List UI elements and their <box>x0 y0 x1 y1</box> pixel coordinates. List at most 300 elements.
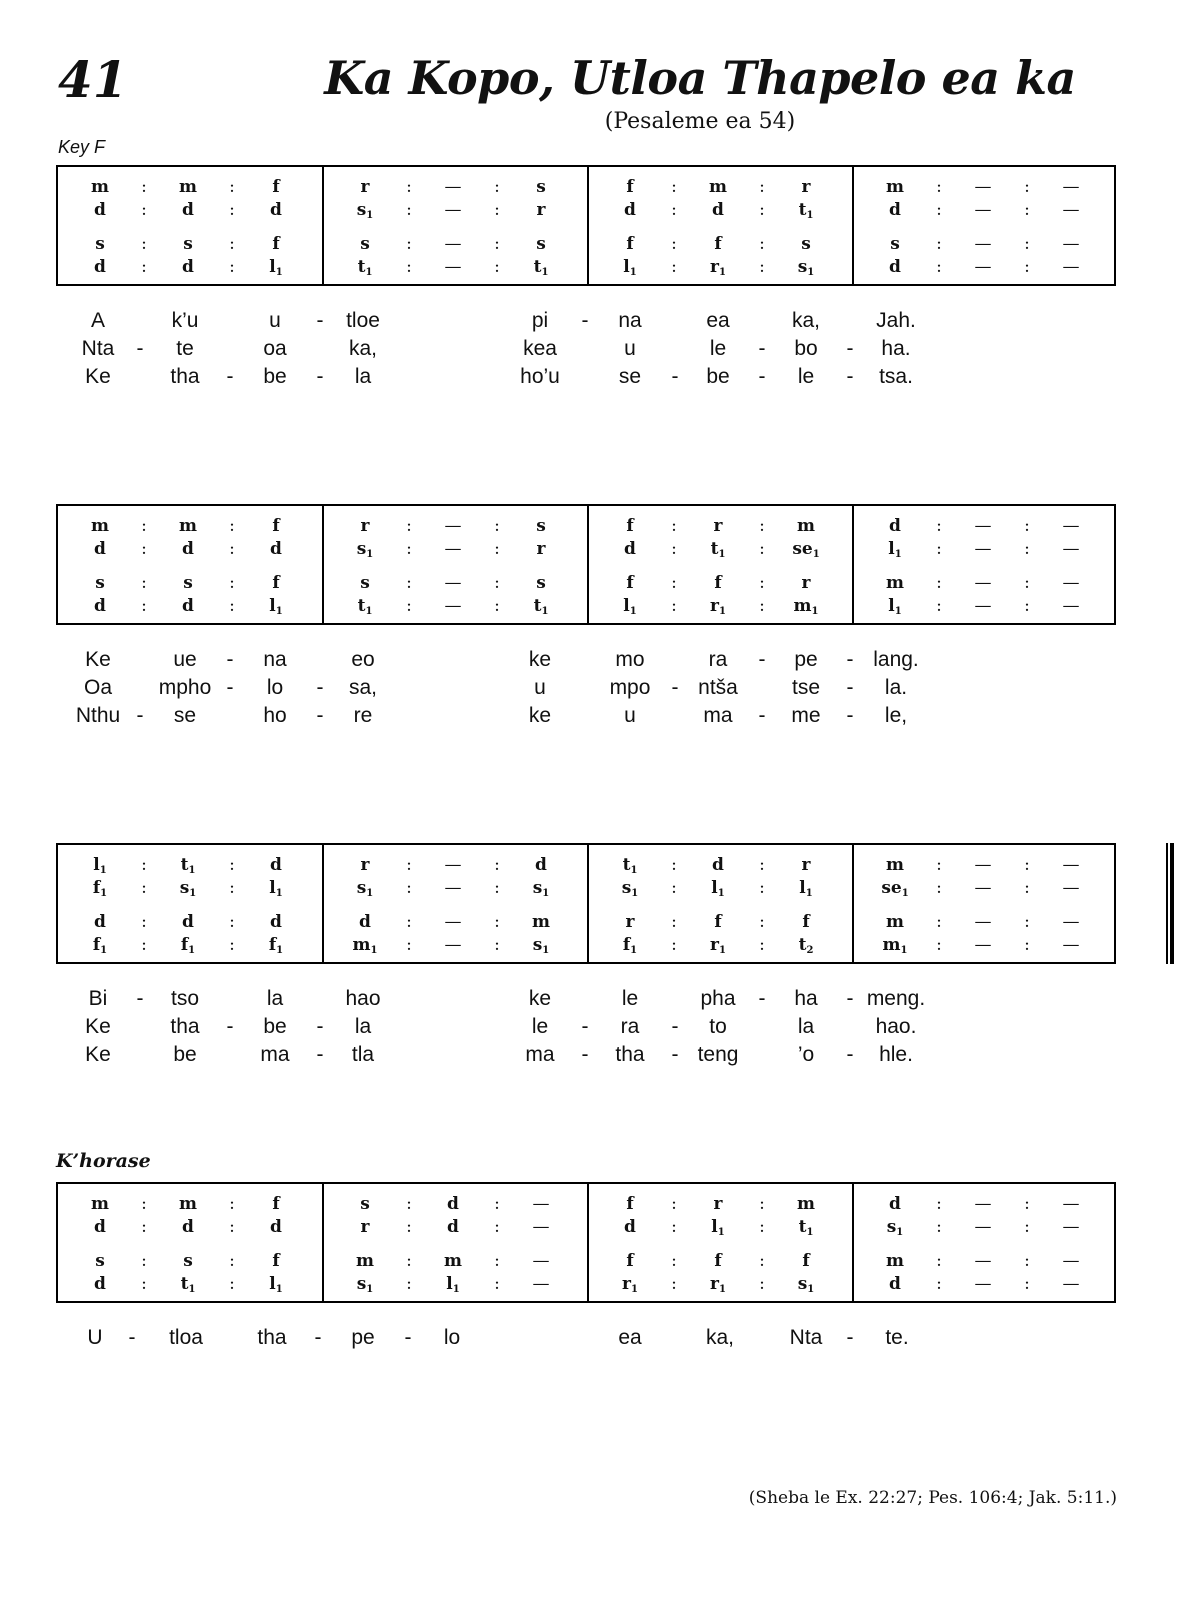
solfa-note: m <box>886 573 904 593</box>
hold-dash: — <box>444 177 462 197</box>
solfa-note: s <box>360 1194 370 1214</box>
solfa-note: m <box>886 855 904 875</box>
beat-separator: : <box>1024 177 1030 197</box>
solfa-note: m <box>179 1194 197 1214</box>
solfa-note: $s_1$ <box>797 1274 815 1295</box>
beat-separator: : <box>229 539 235 559</box>
beat-separator: : <box>229 1217 235 1237</box>
solfa-note: f <box>714 234 722 254</box>
solfa-note: $t_1$ <box>622 855 638 876</box>
solfa-note: d <box>182 200 194 220</box>
lyric-syllable: U <box>87 1326 103 1349</box>
beat-separator: : <box>141 539 147 559</box>
solfa-note: $s_1$ <box>356 539 374 560</box>
syllable-hyphen: - <box>226 676 234 699</box>
solfa-note: s <box>183 1251 193 1271</box>
hold-dash: — <box>1062 596 1080 616</box>
beat-separator: : <box>936 855 942 875</box>
lyric-syllable: tha <box>170 365 200 388</box>
lyric-syllable: Oa <box>83 676 112 699</box>
syllable-hyphen: - <box>316 1015 324 1038</box>
beat-separator: : <box>671 1274 677 1294</box>
voice-part-row <box>58 233 1118 255</box>
lyric-syllable: Bi <box>88 987 108 1010</box>
hold-dash: — <box>444 200 462 220</box>
solfa-note: f <box>802 1251 810 1271</box>
lyric-syllable: la <box>354 365 372 388</box>
hold-dash: — <box>974 1217 992 1237</box>
hold-dash: — <box>974 855 992 875</box>
beat-separator: : <box>671 935 677 955</box>
solfa-note: $r_1$ <box>710 935 726 956</box>
solfa-note: r <box>625 912 635 932</box>
syllable-hyphen: - <box>846 987 854 1010</box>
beat-separator: : <box>406 935 412 955</box>
solfa-note: d <box>889 1274 901 1294</box>
solfa-note: d <box>624 200 636 220</box>
beat-separator: : <box>671 200 677 220</box>
beat-separator: : <box>494 177 500 197</box>
lyric-syllable: ma <box>703 704 733 727</box>
beat-separator: : <box>141 200 147 220</box>
beat-separator: : <box>936 200 942 220</box>
syllable-hyphen: - <box>846 365 854 388</box>
solfa-note: $s_1$ <box>532 878 550 899</box>
beat-separator: : <box>1024 1274 1030 1294</box>
solfa-note: $s_1$ <box>356 200 374 221</box>
hold-dash: — <box>444 878 462 898</box>
syllable-hyphen: - <box>226 1015 234 1038</box>
beat-separator: : <box>1024 234 1030 254</box>
solfa-note: d <box>94 1217 106 1237</box>
lyric-syllable: ho’u <box>520 365 560 388</box>
beat-separator: : <box>406 573 412 593</box>
solfa-note: d <box>889 516 901 536</box>
solfa-note: $s_1$ <box>621 878 639 899</box>
solfa-note: r <box>536 200 546 220</box>
solfa-note: $t_1$ <box>710 539 726 560</box>
beat-separator: : <box>1024 539 1030 559</box>
beat-separator: : <box>229 596 235 616</box>
beat-separator: : <box>406 516 412 536</box>
lyric-syllable: le <box>797 365 815 388</box>
beat-separator: : <box>671 257 677 277</box>
beat-separator: : <box>759 177 765 197</box>
beat-separator: : <box>759 200 765 220</box>
music-system <box>56 165 1116 286</box>
syllable-hyphen: - <box>316 676 324 699</box>
lyric-syllable: ma <box>525 1043 555 1066</box>
beat-separator: : <box>671 234 677 254</box>
hold-dash: — <box>1062 516 1080 536</box>
lyric-syllable: ka, <box>791 309 820 332</box>
solfa-note: $t_1$ <box>180 1274 196 1295</box>
solfa-note: $se_1$ <box>881 878 909 899</box>
solfa-note: s <box>536 177 546 197</box>
syllable-hyphen: - <box>316 309 324 332</box>
beat-separator: : <box>406 912 412 932</box>
beat-separator: : <box>141 1217 147 1237</box>
hymn-title: Ka Kopo, Utloa Thapelo ea ka <box>324 51 1076 105</box>
solfa-note: $f_1$ <box>92 878 108 899</box>
solfa-note: d <box>889 257 901 277</box>
syllable-hyphen: - <box>846 704 854 727</box>
solfa-note: m <box>91 177 109 197</box>
hold-dash: — <box>1062 200 1080 220</box>
lyric-syllable: tloe <box>346 309 380 332</box>
hold-dash: — <box>974 912 992 932</box>
beat-separator: : <box>1024 855 1030 875</box>
beat-separator: : <box>406 855 412 875</box>
beat-separator: : <box>671 1251 677 1271</box>
syllable-hyphen: - <box>136 987 144 1010</box>
music-system <box>56 843 1116 964</box>
syllable-hyphen: - <box>846 676 854 699</box>
solfa-note: $l_1$ <box>269 596 283 617</box>
beat-separator: : <box>671 516 677 536</box>
solfa-note: m <box>179 177 197 197</box>
lyric-syllable: la <box>797 1015 815 1038</box>
solfa-note: $l_1$ <box>269 1274 283 1295</box>
beat-separator: : <box>1024 912 1030 932</box>
solfa-note: $l_1$ <box>269 257 283 278</box>
solfa-note: $l_1$ <box>888 596 902 617</box>
beat-separator: : <box>671 177 677 197</box>
voice-part-row <box>58 572 1118 594</box>
beat-separator: : <box>936 539 942 559</box>
lyric-syllable: ke <box>528 987 552 1010</box>
hold-dash: — <box>1062 878 1080 898</box>
lyric-syllable: ha <box>794 987 818 1010</box>
hold-dash: — <box>1062 257 1080 277</box>
beat-separator: : <box>759 855 765 875</box>
voice-part-row <box>58 934 1118 956</box>
lyric-syllable: meng. <box>866 987 926 1010</box>
beat-separator: : <box>229 573 235 593</box>
lyric-syllable: kea <box>523 337 557 360</box>
solfa-note: f <box>714 1251 722 1271</box>
beat-separator: : <box>494 200 500 220</box>
solfa-note: m <box>356 1251 374 1271</box>
solfa-note: $l_1$ <box>446 1274 460 1295</box>
lyric-syllable: Nta <box>789 1326 823 1349</box>
solfa-note: m <box>444 1251 462 1271</box>
beat-separator: : <box>759 1217 765 1237</box>
solfa-note: d <box>270 912 282 932</box>
solfa-note: m <box>179 516 197 536</box>
lyric-syllable: k’u <box>171 309 199 332</box>
beat-separator: : <box>759 539 765 559</box>
lyric-syllable: tsa. <box>879 365 913 388</box>
beat-separator: : <box>759 573 765 593</box>
solfa-note: d <box>182 1217 194 1237</box>
lyric-syllable: hao. <box>875 1015 917 1038</box>
solfa-note: d <box>447 1194 459 1214</box>
lyric-syllable: na <box>263 648 287 671</box>
solfa-note: $r_1$ <box>622 1274 638 1295</box>
solfa-note: $l_1$ <box>711 878 725 899</box>
syllable-hyphen: - <box>136 704 144 727</box>
solfa-note: f <box>272 234 280 254</box>
lyric-syllable: eo <box>351 648 375 671</box>
solfa-note: s <box>801 234 811 254</box>
lyric-syllable: se <box>173 704 197 727</box>
beat-separator: : <box>936 177 942 197</box>
lyric-syllable: ka, <box>705 1326 734 1349</box>
beat-separator: : <box>936 1217 942 1237</box>
solfa-note: d <box>182 912 194 932</box>
lyric-syllable: pi <box>531 309 549 332</box>
music-system <box>56 1182 1116 1303</box>
voice-part-row <box>58 1250 1118 1272</box>
solfa-note: $r_1$ <box>710 596 726 617</box>
lyric-syllable: be <box>263 1015 287 1038</box>
solfa-note: $s_1$ <box>179 878 197 899</box>
solfa-note: m <box>532 912 550 932</box>
solfa-note: r <box>801 177 811 197</box>
solfa-note: f <box>272 1194 280 1214</box>
solfa-note: d <box>447 1217 459 1237</box>
hold-dash: — <box>444 912 462 932</box>
beat-separator: : <box>406 257 412 277</box>
beat-separator: : <box>671 539 677 559</box>
lyric-syllable: te <box>176 337 194 360</box>
solfa-note: m <box>797 1194 815 1214</box>
beat-separator: : <box>1024 1194 1030 1214</box>
lyric-syllable: ntša <box>698 676 738 699</box>
solfa-note: $t_1$ <box>180 855 196 876</box>
solfa-note: r <box>536 539 546 559</box>
lyric-syllable: mpo <box>609 676 651 699</box>
lyric-syllable: ’o <box>797 1043 815 1066</box>
beat-separator: : <box>759 516 765 536</box>
lyric-line <box>0 307 1200 335</box>
solfa-note: d <box>270 855 282 875</box>
beat-separator: : <box>759 596 765 616</box>
lyric-syllable: A <box>90 309 105 332</box>
lyric-syllable: u <box>534 676 546 699</box>
voice-part-row <box>58 515 1118 537</box>
beat-separator: : <box>494 516 500 536</box>
lyric-syllable: Ke <box>85 1043 111 1066</box>
lyric-syllable: ke <box>528 704 552 727</box>
hold-dash: — <box>532 1217 550 1237</box>
lyric-syllable: hao <box>345 987 381 1010</box>
lyric-syllable: lang. <box>873 648 919 671</box>
lyric-syllable: tha <box>615 1043 645 1066</box>
syllable-hyphen: - <box>316 365 324 388</box>
beat-separator: : <box>1024 1217 1030 1237</box>
beat-separator: : <box>494 1274 500 1294</box>
lyric-syllable: ho <box>263 704 287 727</box>
voice-part-row <box>58 176 1118 198</box>
beat-separator: : <box>229 1194 235 1214</box>
solfa-note: f <box>626 234 634 254</box>
beat-separator: : <box>936 234 942 254</box>
beat-separator: : <box>671 1217 677 1237</box>
key-signature: Key F <box>58 137 106 157</box>
solfa-note: s <box>183 234 193 254</box>
lyric-syllable: u <box>624 337 636 360</box>
solfa-note: d <box>94 1274 106 1294</box>
solfa-note: $s_1$ <box>356 878 374 899</box>
solfa-note: f <box>272 516 280 536</box>
voice-part-row <box>58 854 1118 876</box>
syllable-hyphen: - <box>581 1015 589 1038</box>
lyric-syllable: bo <box>794 337 818 360</box>
solfa-note: $t_1$ <box>798 200 814 221</box>
beat-separator: : <box>229 234 235 254</box>
solfa-note: $s_1$ <box>532 935 550 956</box>
solfa-note: s <box>536 234 546 254</box>
lyric-syllable: le <box>709 337 727 360</box>
solfa-note: f <box>626 516 634 536</box>
beat-separator: : <box>229 912 235 932</box>
solfa-note: $m_1$ <box>793 596 819 617</box>
hold-dash: — <box>974 596 992 616</box>
lyric-syllable: be <box>173 1043 197 1066</box>
syllable-hyphen: - <box>846 1043 854 1066</box>
beat-separator: : <box>494 234 500 254</box>
solfa-note: r <box>713 1194 723 1214</box>
solfa-note: $r_1$ <box>710 1274 726 1295</box>
hold-dash: — <box>532 1194 550 1214</box>
solfa-note: f <box>626 1194 634 1214</box>
solfa-note: f <box>714 912 722 932</box>
voice-part-row <box>58 1216 1118 1238</box>
lyric-syllable: le <box>621 987 639 1010</box>
voice-part-row <box>58 199 1118 221</box>
scripture-reference: (Sheba le Ex. 22:27; Pes. 106:4; Jak. 5:11.) <box>748 1488 1117 1508</box>
hold-dash: — <box>444 596 462 616</box>
solfa-note: m <box>91 516 109 536</box>
beat-separator: : <box>229 516 235 536</box>
solfa-note: m <box>886 177 904 197</box>
lyric-syllable: tso <box>170 987 199 1010</box>
solfa-note: $l_1$ <box>711 1217 725 1238</box>
lyric-line <box>0 1041 1200 1069</box>
lyric-syllable: u <box>269 309 281 332</box>
solfa-note: $s_1$ <box>356 1274 374 1295</box>
chorus-label: K’horase <box>56 1150 151 1172</box>
lyric-syllable: Jah. <box>876 309 916 332</box>
beat-separator: : <box>406 596 412 616</box>
syllable-hyphen: - <box>758 648 766 671</box>
solfa-note: f <box>272 573 280 593</box>
solfa-note: d <box>182 539 194 559</box>
beat-separator: : <box>229 257 235 277</box>
voice-part-row <box>58 1273 1118 1295</box>
syllable-hyphen: - <box>758 365 766 388</box>
hold-dash: — <box>974 200 992 220</box>
beat-separator: : <box>229 878 235 898</box>
hold-dash: — <box>444 234 462 254</box>
solfa-note: m <box>886 912 904 932</box>
solfa-note: s <box>536 516 546 536</box>
syllable-hyphen: - <box>671 365 679 388</box>
solfa-note: d <box>182 257 194 277</box>
solfa-note: $t_1$ <box>533 596 549 617</box>
syllable-hyphen: - <box>758 337 766 360</box>
syllable-hyphen: - <box>226 365 234 388</box>
beat-separator: : <box>141 516 147 536</box>
beat-separator: : <box>1024 1251 1030 1271</box>
beat-separator: : <box>406 1194 412 1214</box>
solfa-note: $t_1$ <box>798 1217 814 1238</box>
solfa-note: $f_1$ <box>268 935 284 956</box>
solfa-note: d <box>94 257 106 277</box>
beat-separator: : <box>141 177 147 197</box>
solfa-note: $m_1$ <box>882 935 908 956</box>
lyric-syllable: mpho <box>158 676 212 699</box>
syllable-hyphen: - <box>671 1015 679 1038</box>
solfa-note: r <box>360 516 370 536</box>
solfa-note: s <box>536 573 546 593</box>
beat-separator: : <box>229 177 235 197</box>
final-barline-thick <box>1170 843 1174 964</box>
hymn-number: 41 <box>58 50 128 109</box>
beat-separator: : <box>936 1274 942 1294</box>
beat-separator: : <box>1024 573 1030 593</box>
solfa-note: s <box>360 234 370 254</box>
lyric-syllable: se <box>618 365 642 388</box>
lyric-line <box>0 335 1200 363</box>
beat-separator: : <box>1024 878 1030 898</box>
hold-dash: — <box>974 878 992 898</box>
lyric-syllable: ra <box>708 648 728 671</box>
lyric-syllable: teng <box>697 1043 739 1066</box>
syllable-hyphen: - <box>316 704 324 727</box>
solfa-note: $l_1$ <box>799 878 813 899</box>
hold-dash: — <box>1062 1217 1080 1237</box>
lyric-syllable: Ke <box>85 365 111 388</box>
lyric-syllable: oa <box>263 337 287 360</box>
solfa-note: d <box>94 200 106 220</box>
beat-separator: : <box>494 935 500 955</box>
solfa-note: $t_2$ <box>798 935 814 956</box>
beat-separator: : <box>494 1251 500 1271</box>
lyric-syllable: la <box>266 987 284 1010</box>
beat-separator: : <box>406 1274 412 1294</box>
solfa-note: s <box>95 1251 105 1271</box>
beat-separator: : <box>936 516 942 536</box>
solfa-note: d <box>94 596 106 616</box>
syllable-hyphen: - <box>316 1043 324 1066</box>
solfa-note: r <box>801 573 811 593</box>
solfa-note: $t_1$ <box>357 596 373 617</box>
syllable-hyphen: - <box>581 309 589 332</box>
solfa-note: f <box>802 912 810 932</box>
beat-separator: : <box>141 234 147 254</box>
lyric-syllable: pe <box>351 1326 375 1349</box>
syllable-hyphen: - <box>671 1043 679 1066</box>
lyric-syllable: Nthu <box>75 704 121 727</box>
beat-separator: : <box>494 257 500 277</box>
solfa-note: f <box>272 1251 280 1271</box>
lyric-syllable: tha <box>170 1015 200 1038</box>
beat-separator: : <box>759 912 765 932</box>
syllable-hyphen: - <box>128 1326 136 1349</box>
solfa-note: d <box>624 1217 636 1237</box>
beat-separator: : <box>494 912 500 932</box>
solfa-note: d <box>535 855 547 875</box>
beat-separator: : <box>141 596 147 616</box>
solfa-note: r <box>801 855 811 875</box>
solfa-note: f <box>626 573 634 593</box>
beat-separator: : <box>494 596 500 616</box>
voice-part-row <box>58 1193 1118 1215</box>
beat-separator: : <box>141 935 147 955</box>
